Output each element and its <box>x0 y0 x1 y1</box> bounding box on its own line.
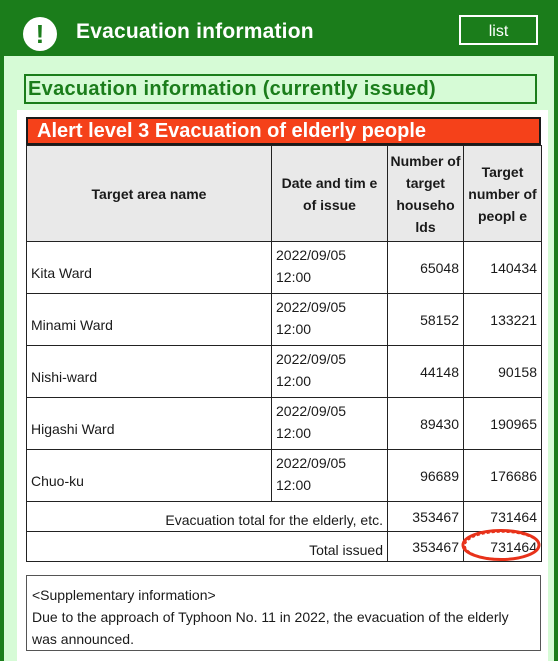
col-header-households-text: Number of target househo lds <box>390 152 461 235</box>
table-row <box>27 242 542 294</box>
datetime-cell: 2022/09/05 12:00 <box>272 294 388 346</box>
elderly-total-households: 353467 <box>388 502 464 532</box>
col-header-people <box>464 146 542 242</box>
table-row <box>27 398 542 450</box>
area-cell: Nishi-ward <box>27 346 272 398</box>
people-cell: 90158 <box>464 346 542 398</box>
supplementary-text: Due to the approach of Typhoon No. 11 in 2022, the evacuation of the elderly was announced. <box>32 609 509 647</box>
people-cell: 176686 <box>464 450 542 502</box>
elderly-total-row <box>27 502 542 532</box>
people-cell: 133221 <box>464 294 542 346</box>
list-button[interactable]: list <box>459 15 538 45</box>
people-cell: 140434 <box>464 242 542 294</box>
col-header-people-text: Target number of peopl e <box>468 163 537 224</box>
households-cell: 65048 <box>388 242 464 294</box>
datetime-cell: 2022/09/05 12:00 <box>272 398 388 450</box>
issued-total-people: 731464 <box>490 538 537 555</box>
table-row <box>27 294 542 346</box>
supplementary-heading: <Supplementary information> <box>32 587 216 603</box>
issued-total-households: 353467 <box>388 532 464 562</box>
datetime-cell: 2022/09/05 12:00 <box>272 346 388 398</box>
section-heading-text: Evacuation information (currently issued) <box>28 78 436 100</box>
alert-level-banner <box>26 117 541 145</box>
elderly-total-people: 731464 <box>464 502 542 532</box>
households-cell: 58152 <box>388 294 464 346</box>
households-cell: 89430 <box>388 398 464 450</box>
evacuation-table <box>26 145 542 562</box>
area-cell: Minami Ward <box>27 294 272 346</box>
datetime-cell: 2022/09/05 12:00 <box>272 242 388 294</box>
header-bar <box>4 0 554 60</box>
col-header-datetime <box>272 146 388 242</box>
section-heading <box>24 74 537 104</box>
table-row <box>27 450 542 502</box>
table-header-row <box>27 146 542 242</box>
alert-level-text: Alert level 3 Evacuation of elderly people <box>37 120 427 142</box>
area-cell: Chuo-ku <box>27 450 272 502</box>
datetime-cell: 2022/09/05 12:00 <box>272 450 388 502</box>
issued-total-row <box>27 532 542 562</box>
households-cell: 96689 <box>388 450 464 502</box>
evacuation-panel <box>17 110 548 661</box>
area-cell: Kita Ward <box>27 242 272 294</box>
households-cell: 44148 <box>388 346 464 398</box>
col-header-datetime-text: Date and tim e of issue <box>281 174 378 213</box>
issued-total-people-cell <box>464 532 542 562</box>
exclamation-icon: ! <box>23 17 57 51</box>
issued-total-label: Total issued <box>27 532 388 562</box>
col-header-households <box>388 146 464 242</box>
area-cell: Higashi Ward <box>27 398 272 450</box>
elderly-total-label: Evacuation total for the elderly, etc. <box>27 502 388 532</box>
page-title: Evacuation information <box>76 20 314 43</box>
table-row <box>27 346 542 398</box>
people-cell: 190965 <box>464 398 542 450</box>
supplementary-info <box>26 575 541 651</box>
col-header-area: Target area name <box>27 146 272 242</box>
